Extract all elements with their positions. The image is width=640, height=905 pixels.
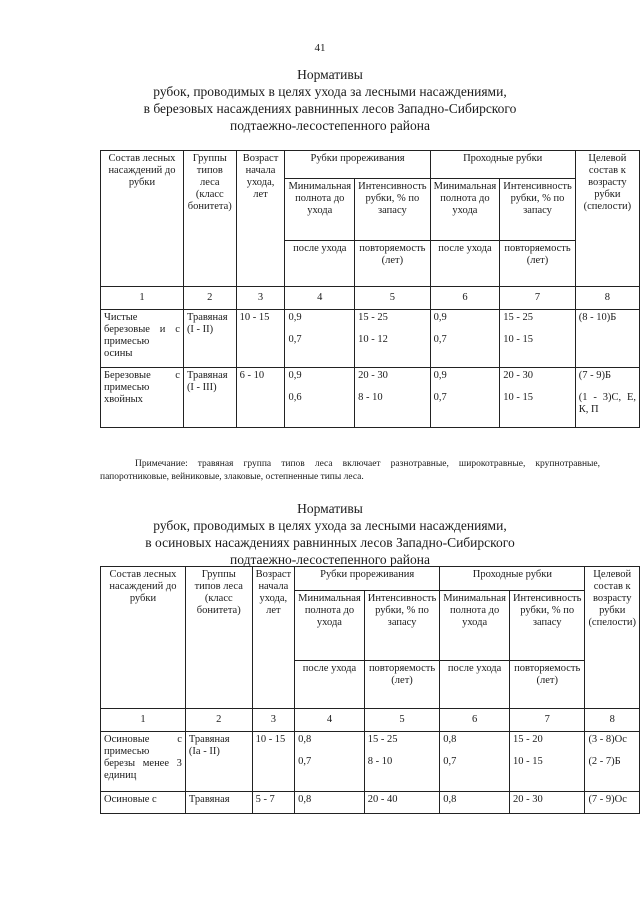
- header-intensity-2: Интенсивность рубки, % по запасу: [500, 179, 575, 241]
- header-after-care: после ухода: [285, 241, 355, 287]
- header-repeat: повторяемость (лет): [364, 661, 439, 709]
- header-after-care-2: после ухода: [440, 661, 510, 709]
- table-row: Осиновые с примесью березы менее 3 единиц Травяная (Iа - II) 10 - 15 0,8 0,7 15 - 25 8 - 10 0,8 0,7 15 - 20 10 - 15 (3 - 8)Ос (2 - 7)Б: [101, 732, 640, 792]
- header-min-density: Минимальная полнота до ухода: [285, 179, 355, 241]
- birch-norms-table: [100, 150, 640, 428]
- column-numbers: 1 2 3 4 5 6 7 8: [101, 709, 640, 732]
- table-row: Березовые с примесью хвойных Травяная (I - III) 6 - 10 0,9 0,6 20 - 30 8 - 10 0,9 0,7 20 - 30 10 - 15 (7 - 9)Б (1 - 3)С, Е, К, П: [101, 368, 640, 428]
- page-number: 41: [314, 42, 326, 54]
- header-passing: Проходные рубки: [430, 151, 575, 179]
- header-repeat-2: повторяемость (лет): [509, 661, 584, 709]
- header-intensity: Интенсивность рубки, % по запасу: [364, 591, 439, 661]
- header-forest-group: Группы типов леса (класс бонитета): [185, 567, 252, 709]
- header-composition: Состав лесных насаждений до рубки: [101, 567, 186, 709]
- header-intensity-2: Интенсивность рубки, % по запасу: [509, 591, 584, 661]
- header-age: Возраст начала ухода, лет: [236, 151, 285, 287]
- header-after-care: после ухода: [295, 661, 365, 709]
- header-target: Целевой состав к возрасту рубки (спелости): [585, 567, 640, 709]
- header-passing: Проходные рубки: [440, 567, 585, 591]
- header-target: Целевой состав к возрасту рубки (спелости): [575, 151, 639, 287]
- header-age: Возраст начала ухода, лет: [252, 567, 295, 709]
- header-repeat: повторяемость (лет): [355, 241, 430, 287]
- header-intensity: Интенсивность рубки, % по запасу: [355, 179, 430, 241]
- header-composition: Состав лесных насаждений до рубки: [101, 151, 184, 287]
- section2-title: Нормативы рубок, проводимых в целях ухода за лесными насаждениями, в осиновых насаждениях равнинных лесов Западно-Сибирского подтаежно-лесостепенного района: [145, 501, 515, 567]
- header-min-density-2: Минимальная полнота до ухода: [440, 591, 510, 661]
- table-row: Осиновые с Травяная 5 - 7 0,8 20 - 40 0,8 20 - 30 (7 - 9)Ос: [101, 792, 640, 814]
- header-after-care-2: после ухода: [430, 241, 500, 287]
- header-forest-group: Группы типов леса (класс бонитета): [183, 151, 236, 287]
- table-row: Чистые березовые и с примесью осины Травяная (I - II) 10 - 15 0,9 0,7 15 - 25 10 - 12 0,9 0,7 15 - 25 10 - 15 (8 - 10)Б: [101, 310, 640, 368]
- table-note: Примечание: травяная группа типов леса включает разнотравные, широкотравные, крупнотравные, папоротниковые, вейниковые, злаковые, остепненные типы леса.: [100, 459, 600, 482]
- section1-title: Нормативы рубок, проводимых в целях ухода за лесными насаждениями, в березовых насаждениях равнинных лесов Западно-Сибирского подтаежно-лесостепенного района: [143, 67, 517, 133]
- header-min-density-2: Минимальная полнота до ухода: [430, 179, 500, 241]
- column-numbers: 1 2 3 4 5 6 7 8: [101, 287, 640, 310]
- header-thinning: Рубки прореживания: [295, 567, 440, 591]
- header-repeat-2: повторяемость (лет): [500, 241, 575, 287]
- header-min-density: Минимальная полнота до ухода: [295, 591, 365, 661]
- header-thinning: Рубки прореживания: [285, 151, 430, 179]
- aspen-norms-table: [100, 566, 640, 814]
